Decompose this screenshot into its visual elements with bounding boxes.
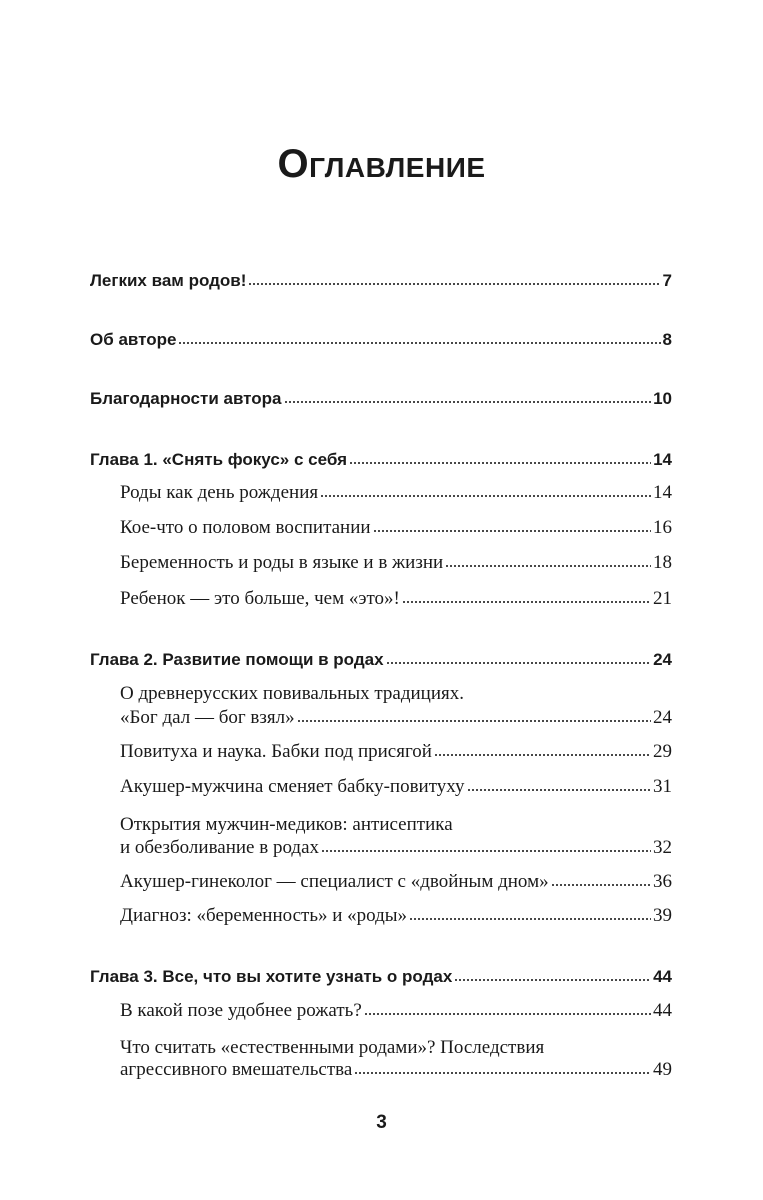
toc-entry (90, 271, 672, 291)
toc-entry-page: 10 (653, 389, 672, 408)
toc-subentry (120, 552, 672, 574)
toc-chapter (90, 967, 672, 987)
toc-chapter (90, 650, 672, 670)
toc-subentry-title-line1: Открытия мужчин-медиков: антисептика (120, 814, 453, 835)
toc-subentry-page: 39 (653, 905, 672, 926)
toc-subentry (120, 707, 672, 729)
toc-chapter-title: Глава 3. Все, что вы хотите узнать о родах (90, 967, 453, 986)
toc-chapter-title: Глава 2. Развитие помощи в родах (90, 650, 384, 669)
page-title: Оглавление (277, 142, 486, 186)
toc-subentry-title: Акушер-гинеколог — специалист с «двойным дном» (120, 871, 549, 892)
leader-dots (409, 917, 651, 921)
toc-subentry-page: 44 (653, 1000, 672, 1021)
leader-dots (178, 341, 660, 345)
leader-dots (386, 661, 652, 665)
toc-chapter-page: 14 (653, 450, 672, 469)
leader-dots (364, 1012, 651, 1016)
toc-subentry-title: Акушер-мужчина сменяет бабку-повитуху (120, 776, 465, 797)
toc-subentry-page: 29 (653, 741, 672, 762)
toc-subentry-page: 16 (653, 517, 672, 538)
toc-subentry-page: 14 (653, 482, 672, 503)
leader-dots (349, 461, 651, 465)
toc-subentry (120, 871, 672, 893)
toc-subentry-title: Повитуха и наука. Бабки под присягой (120, 741, 432, 762)
toc-subentry-page: 18 (653, 552, 672, 573)
toc-subentry-title: Беременность и роды в языке и в жизни (120, 552, 444, 573)
toc-subentry (120, 1059, 672, 1081)
toc-subentry (120, 1000, 672, 1022)
toc-subentry (120, 741, 672, 763)
toc-subentry-page: 32 (653, 837, 672, 858)
toc-subentry-title: Ребенок — это больше, чем «это»! (120, 588, 400, 609)
leader-dots (434, 753, 651, 757)
toc-subentry (120, 482, 672, 504)
toc-entry (90, 330, 672, 350)
toc-subentry (120, 517, 672, 539)
toc-chapter (90, 450, 672, 470)
toc-subentry-title: агрессивного вмешательства (120, 1059, 353, 1080)
toc-entry-title: Легких вам родов! (90, 271, 247, 290)
leader-dots (445, 564, 651, 568)
leader-dots (467, 788, 651, 792)
leader-dots (454, 978, 651, 982)
toc-subentry-line1 (120, 1037, 544, 1059)
leader-dots (284, 400, 652, 404)
toc-entry-page: 8 (662, 330, 672, 349)
leader-dots (373, 529, 651, 533)
toc-subentry-page: 36 (653, 871, 672, 892)
leader-dots (248, 282, 660, 286)
toc-subentry-title: В какой позе удобнее рожать? (120, 1000, 362, 1021)
toc-subentry-title: Кое-что о половом воспитании (120, 517, 371, 538)
toc-subentry-page: 24 (653, 707, 672, 728)
toc-subentry-title-line1: О древнерусских повивальных традициях. (120, 683, 464, 704)
toc-subentry-title: Роды как день рождения (120, 482, 319, 503)
toc-subentry (120, 837, 672, 859)
toc-entry-title: Благодарности автора (90, 389, 282, 408)
toc-chapter-page: 44 (653, 967, 672, 986)
leader-dots (297, 719, 651, 723)
toc-chapter-page: 24 (653, 650, 672, 669)
toc-subentry-title: и обезболивание в родах (120, 837, 320, 858)
toc-chapter-title: Глава 1. «Снять фокус» с себя (90, 450, 348, 469)
toc-subentry (120, 776, 672, 798)
toc-subentry-page: 21 (653, 588, 672, 609)
toc-subentry-title: Диагноз: «беременность» и «роды» (120, 905, 408, 926)
toc-subentry (120, 588, 672, 610)
toc-entry-page: 7 (662, 271, 672, 290)
toc-subentry-line1 (120, 814, 453, 836)
toc-subentry-page: 31 (653, 776, 672, 797)
toc-entry-title: Об авторе (90, 330, 177, 349)
toc-subentry-page: 49 (653, 1059, 672, 1080)
leader-dots (354, 1071, 651, 1075)
toc-subentry (120, 905, 672, 927)
toc-subentry-line1 (120, 683, 464, 705)
toc-entry (90, 389, 672, 409)
toc-subentry-title: «Бог дал — бог взял» (120, 707, 295, 728)
toc-subentry-title-line1: Что считать «естественными родами»? Последствия (120, 1037, 545, 1058)
leader-dots (321, 849, 651, 853)
leader-dots (402, 600, 651, 604)
leader-dots (320, 494, 651, 498)
page-number: 3 (376, 1112, 387, 1133)
leader-dots (551, 883, 651, 887)
